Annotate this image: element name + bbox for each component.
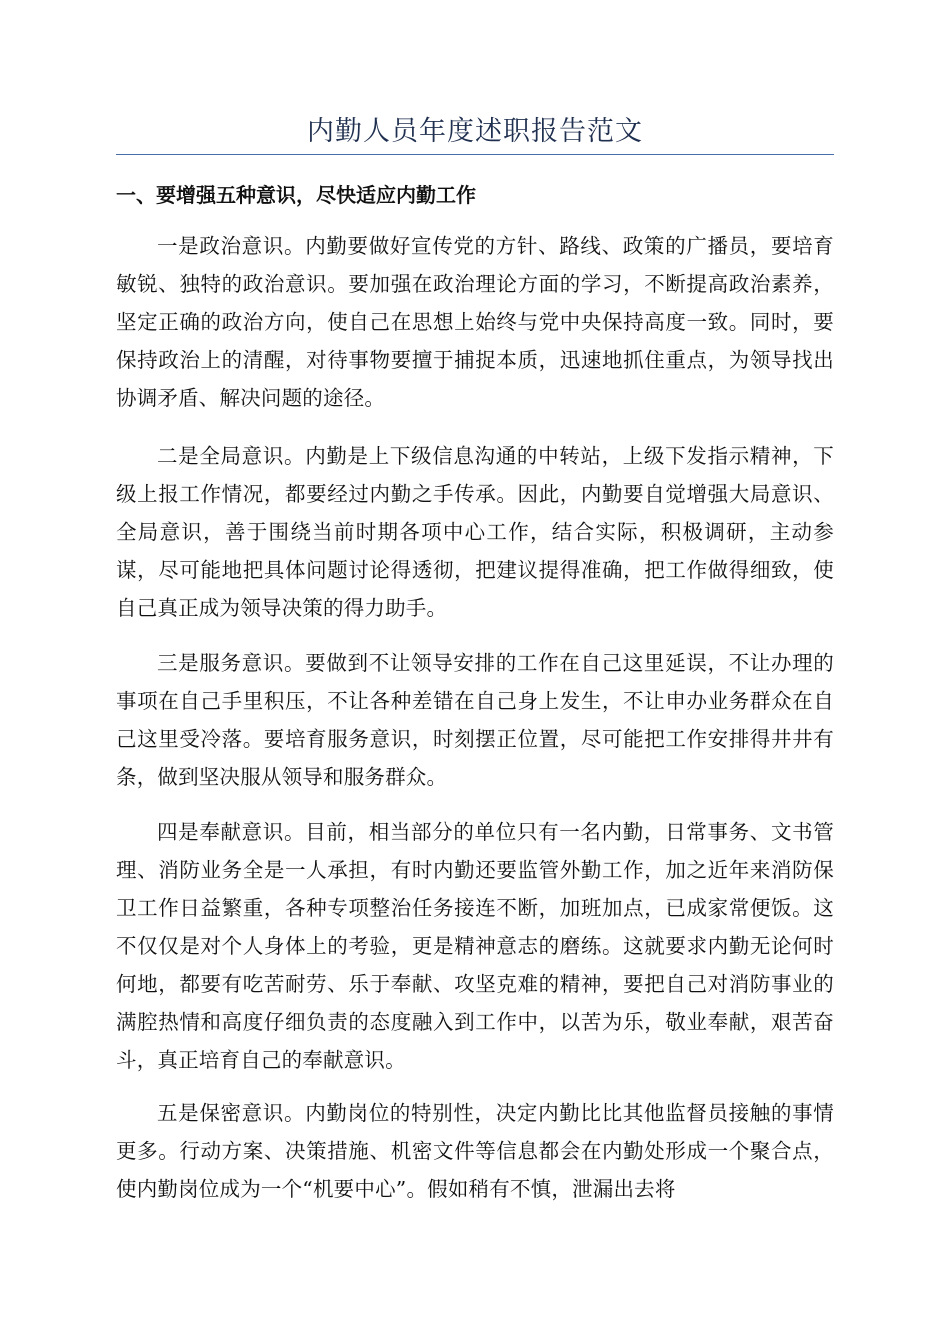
section-heading: 一、要增强五种意识，尽快适应内勤工作 xyxy=(116,183,476,207)
paragraph-political-awareness: 一是政治意识。内勤要做好宣传党的方针、路线、政策的广播员，要培育敏锐、独特的政治意识。要加强在政治理论方面的学习，不断提高政治素养，坚定正确的政治方向，使自己在思想上始终与党中央保持高度一致。同时，要保持政治上的清醒，对待事物要擅于捕捉本质，迅速地抓住重点，为领导找出协调矛盾、解决问题的途径。 xyxy=(116,234,834,410)
title-underline xyxy=(116,154,834,155)
document-title: 内勤人员年度述职报告范文 xyxy=(307,116,643,147)
paragraph-confidentiality-awareness: 五是保密意识。内勤岗位的特别性，决定内勤比比其他监督员接触的事情更多。行动方案、决策措施、机密文件等信息都会在内勤处形成一个聚合点，使内勤岗位成为一个“机要中心”。假如稍有不慎，泄漏出去将 xyxy=(116,1101,834,1201)
paragraph-overall-awareness: 二是全局意识。内勤是上下级信息沟通的中转站，上级下发指示精神，下级上报工作情况，都要经过内勤之手传承。因此，内勤要自觉增强大局意识、全局意识，善于围绕当前时期各项中心工作，结合实际，积极调研，主动参谋，尽可能地把具体问题讨论得透彻，把建议提得准确，把工作做得细致，使自己真正成为领导决策的得力助手。 xyxy=(116,444,834,620)
paragraph-service-awareness: 三是服务意识。要做到不让领导安排的工作在自己这里延误，不让办理的事项在自己手里积压，不让各种差错在自己身上发生，不让申办业务群众在自己这里受冷落。要培育服务意识，时刻摆正位置，尽可能把工作安排得井井有条，做到坚决服从领导和服务群众。 xyxy=(116,651,834,789)
paragraph-dedication-awareness: 四是奉献意识。目前，相当部分的单位只有一名内勤，日常事务、文书管理、消防业务全是一人承担，有时内勤还要监管外勤工作，加之近年来消防保卫工作日益繁重，各种专项整治任务接连不断，加班加点，已成家常便饭。这不仅仅是对个人身体上的考验，更是精神意志的磨练。这就要求内勤无论何时何地，都要有吃苦耐劳、乐于奉献、攻坚克难的精神，要把自己对消防事业的满腔热情和高度仔细负责的态度融入到工作中，以苦为乐，敬业奉献，艰苦奋斗，真正培育自己的奉献意识。 xyxy=(116,820,834,1072)
